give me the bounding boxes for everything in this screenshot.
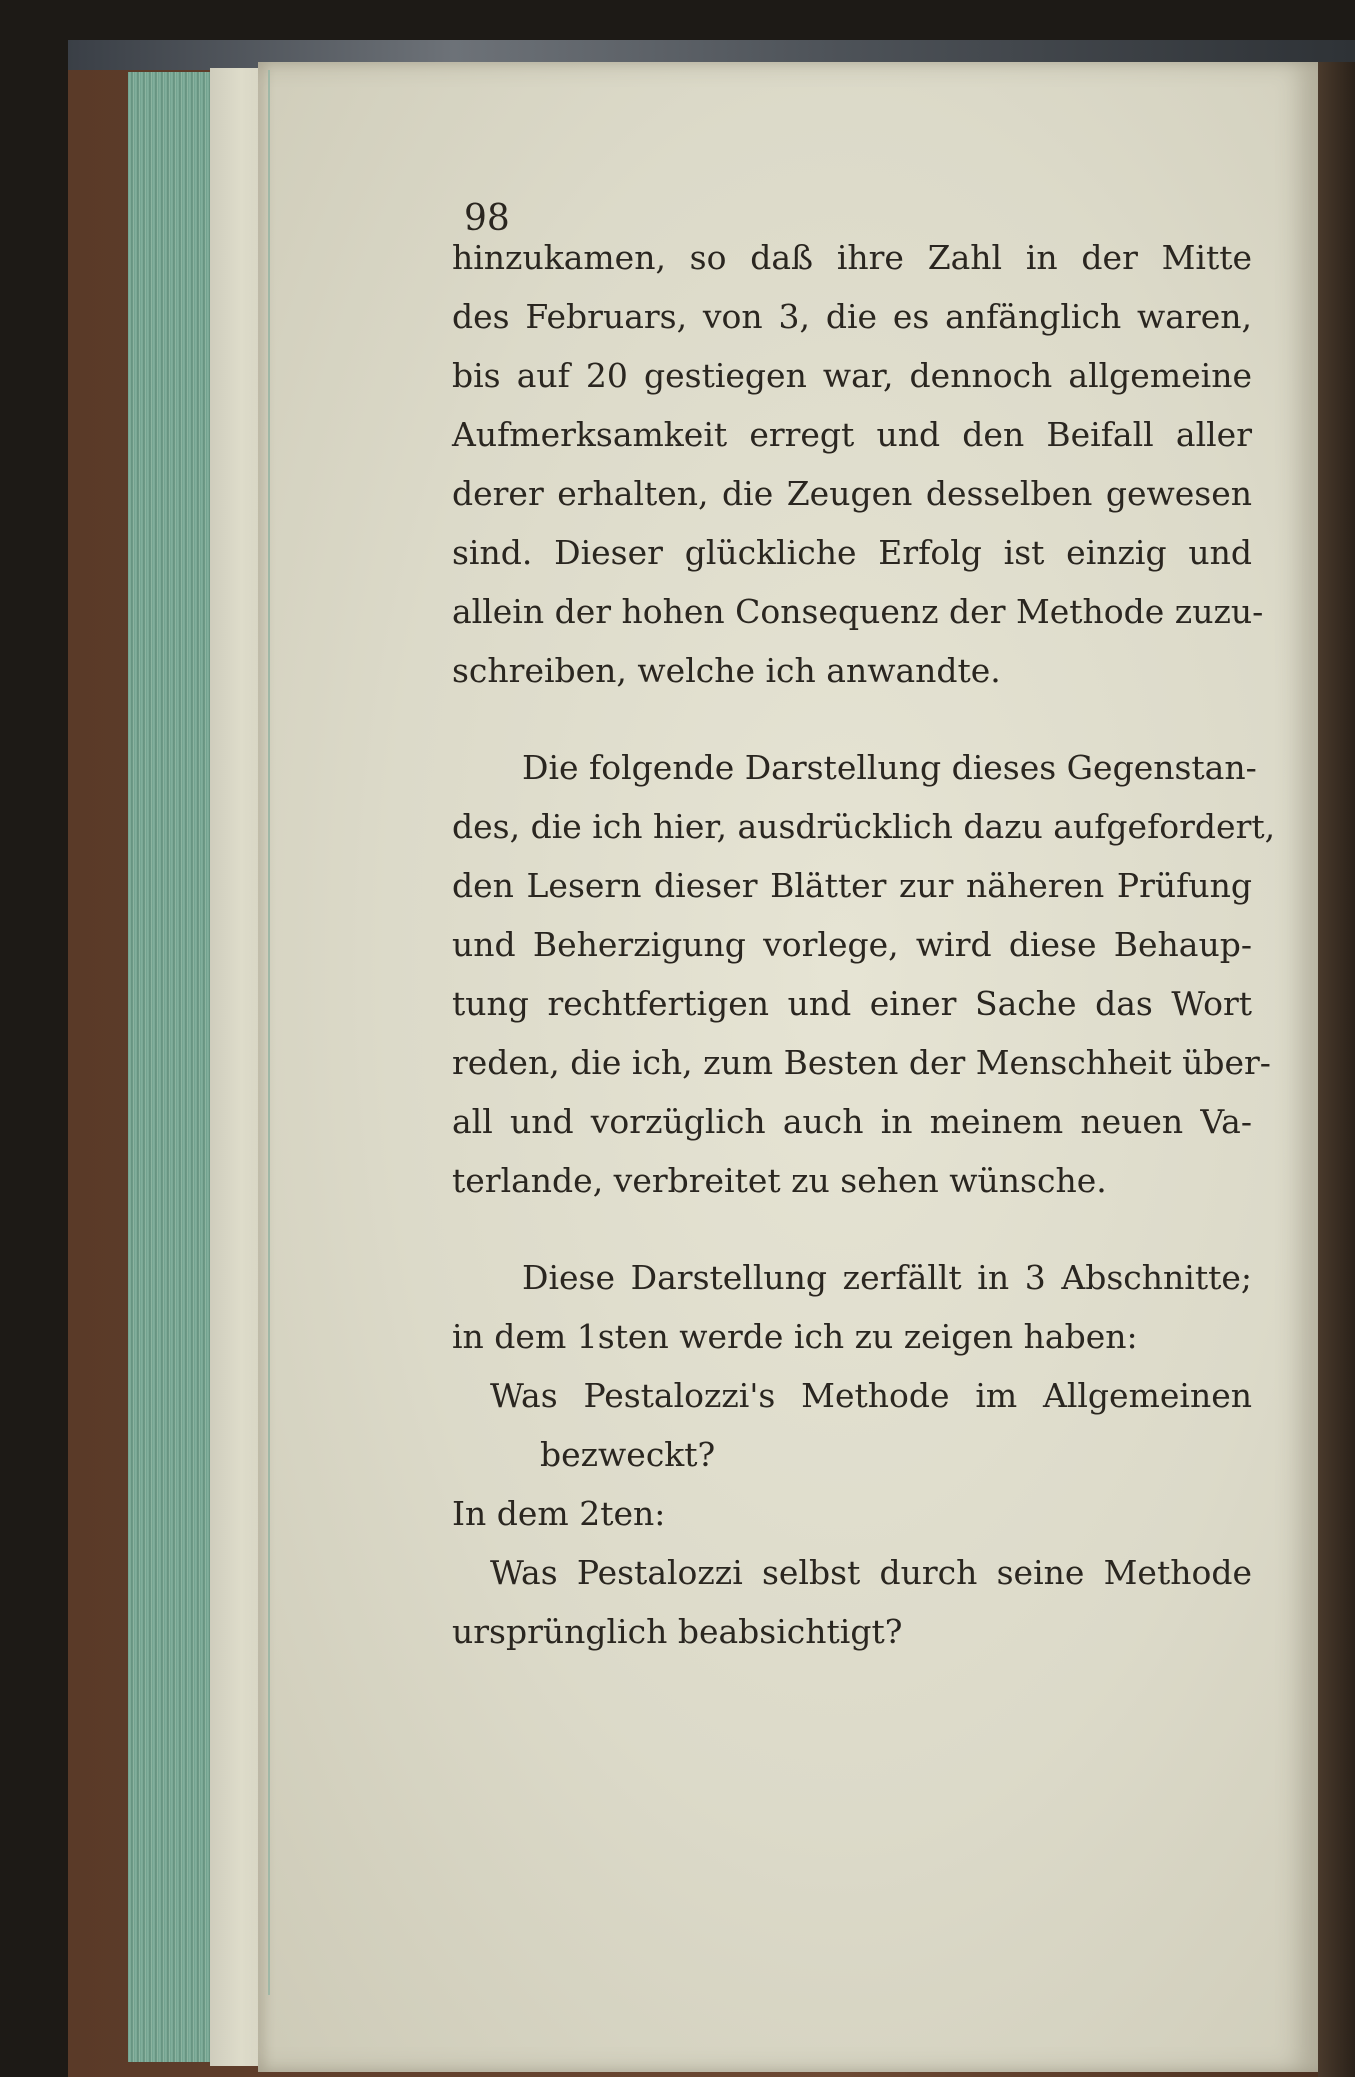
text-line: bezweckt? (540, 1435, 716, 1474)
text-line: Was Pestalozzi selbst durch seine Methode (490, 1553, 1252, 1592)
text-line: hinzukamen, so daß ihre Zahl in der Mitte (452, 238, 1252, 277)
text-line: Aufmerksamkeit erregt und den Beifall aller (452, 415, 1252, 454)
text-line: des Februars, von 3, die es anfänglich waren, (452, 297, 1252, 336)
text-line: Was Pestalozzi's Methode im Allgemeinen (490, 1376, 1252, 1415)
text-line: Diese Darstellung zerfällt in 3 Abschnitte; (522, 1258, 1252, 1297)
text-line: in dem 1sten werde ich zu zeigen haben: (452, 1317, 1138, 1356)
page-number: 98 (464, 198, 510, 239)
text-line: des, die ich hier, ausdrücklich dazu aufgefordert, (452, 807, 1276, 846)
book-right-edge (1318, 62, 1355, 2077)
text-line: terlande, verbreitet zu sehen wünsche. (452, 1161, 1107, 1200)
text-line: schreiben, welche ich anwandte. (452, 651, 1001, 690)
text-line: derer erhalten, die Zeugen desselben gewesen (452, 474, 1252, 513)
page-text (452, 190, 1276, 1661)
text-line: und Beherzigung vorlege, wird diese Behaup- (452, 925, 1252, 964)
text-line: ursprünglich beabsichtigt? (452, 1612, 903, 1651)
text-line: reden, die ich, zum Besten der Menschheit über- (452, 1043, 1271, 1082)
text-line: den Lesern dieser Blätter zur näheren Prüfung (452, 866, 1252, 905)
text-line: bis auf 20 gestiegen war, dennoch allgemeine (452, 356, 1252, 395)
text-line: Die folgende Darstellung dieses Gegenstan- (522, 748, 1257, 787)
page-margin-rule (268, 70, 270, 1995)
paragraph-3 (452, 1248, 1252, 1661)
text-line: sind. Dieser glückliche Erfolg ist einzig und (452, 533, 1252, 572)
text-line: allein der hohen Consequenz der Methode zuzu- (452, 592, 1264, 631)
paragraph-1 (452, 228, 1264, 700)
text-line: all und vorzüglich auch in meinem neuen Va- (452, 1102, 1252, 1141)
text-line: In dem 2ten: (452, 1494, 666, 1533)
text-line: tung rechtfertigen und einer Sache das Wort (452, 984, 1252, 1023)
paragraph-2 (452, 738, 1276, 1210)
